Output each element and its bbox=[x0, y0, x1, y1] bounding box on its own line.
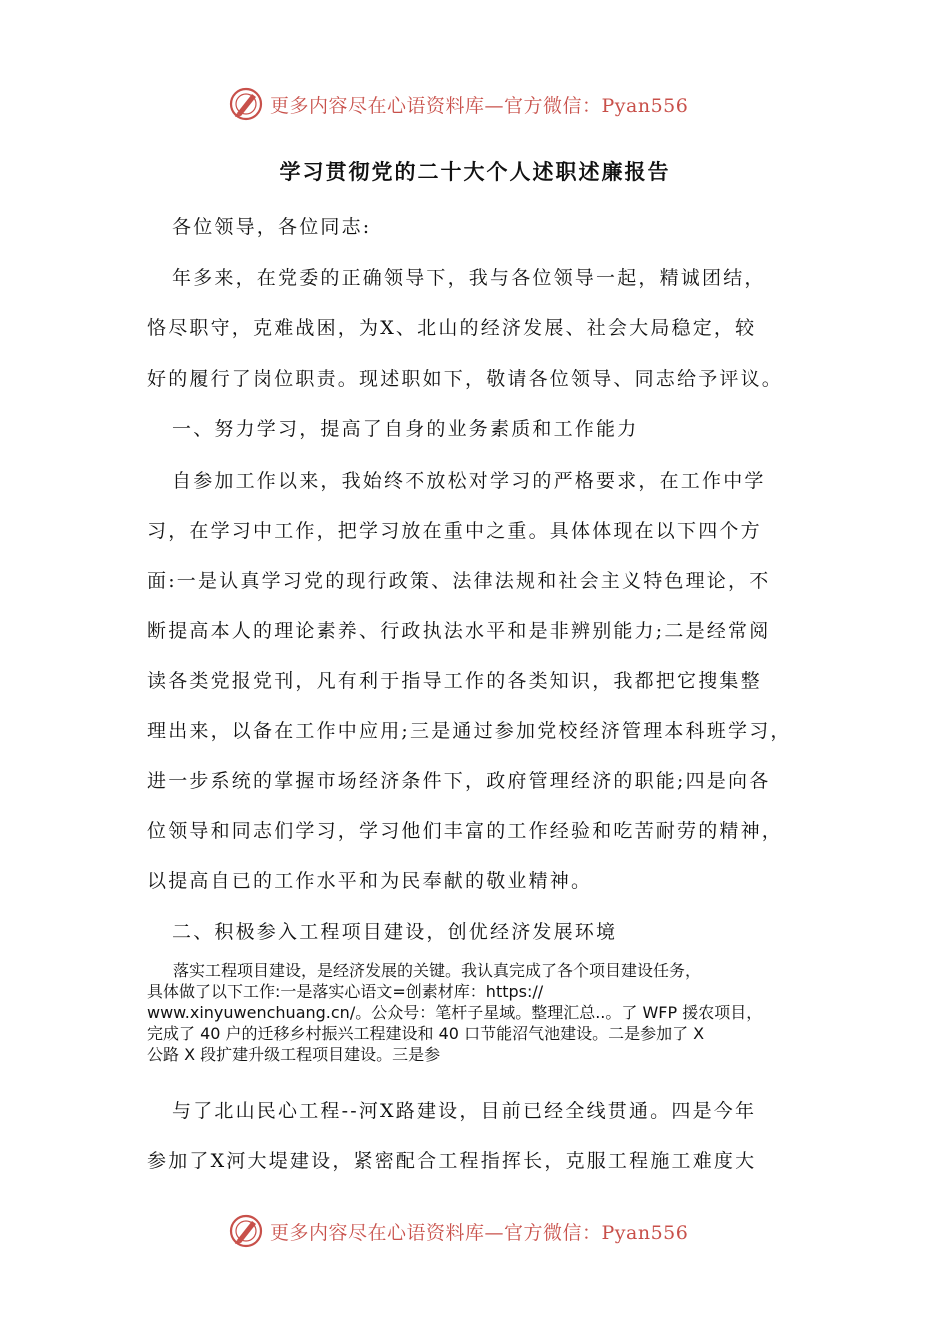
section-heading: 二、积极参入工程项目建设，创优经济发展环境 bbox=[172, 921, 618, 943]
paragraph-line: 恪尽职守，克难战困，为X、北山的经济发展、社会大局稳定，较 bbox=[147, 317, 757, 339]
paragraph-line: 完成了 40 户的迁移乡村振兴工程建设和 40 口节能沼气池建设。二是参加了 X bbox=[147, 1024, 705, 1043]
paragraph-line: 断提高本人的理论素养、行政执法水平和是非辨别能力;二是经常阅 bbox=[147, 620, 771, 642]
paragraph-line: 习，在学习中工作，把学习放在重中之重。具体体现在以下四个方 bbox=[147, 520, 762, 542]
pen-circle-icon bbox=[228, 1213, 264, 1249]
paragraph-line: 进一步系统的掌握市场经济条件下，政府管理经济的职能;四是向各 bbox=[147, 770, 771, 792]
paragraph-line: 落实工程项目建设，是经济发展的关键。我认真完成了各个项目建设任务， bbox=[173, 961, 702, 980]
paragraph-line: 位领导和同志们学习，学习他们丰富的工作经验和吃苦耐劳的精神， bbox=[147, 820, 784, 842]
pen-circle-icon bbox=[228, 86, 264, 122]
paragraph-line: 以提高自已的工作水平和为民奉献的敬业精神。 bbox=[147, 870, 593, 892]
header-banner bbox=[228, 84, 688, 124]
banner-text: 更多内容尽在心语资料库—官方微信：Pyan556 bbox=[270, 1221, 689, 1244]
paragraph-line: 自参加工作以来，我始终不放松对学习的严格要求，在工作中学 bbox=[172, 470, 766, 492]
paragraph-line: 读各类党报党刊，凡有利于指导工作的各类知识，我都把它搜集整 bbox=[147, 670, 762, 692]
paragraph-line: 参加了X河大堤建设，紧密配合工程指挥长，克服工程施工难度大 bbox=[147, 1150, 757, 1172]
paragraph-line: 年多来，在党委的正确领导下，我与各位领导一起，精诚团结， bbox=[172, 267, 766, 289]
paragraph-line: 理出来，以备在工作中应用;三是通过参加党校经济管理本科班学习， bbox=[147, 720, 792, 742]
paragraph-line: 具体做了以下工作:一是落实心语文=创素材库：https:// bbox=[147, 982, 544, 1001]
paragraph-line: 与了北山民心工程--河X路建设，目前已经全线贯通。四是今年 bbox=[172, 1100, 757, 1122]
paragraph-line: 好的履行了岗位职责。现述职如下，敬请各位领导、同志给予评议。 bbox=[147, 368, 784, 390]
paragraph-line: 面:一是认真学习党的现行政策、法律法规和社会主义特色理论，不 bbox=[147, 570, 771, 592]
document-title: 学习贯彻党的二十大个人述职述廉报告 bbox=[279, 160, 671, 184]
inserted-paragraph bbox=[147, 960, 817, 1065]
paragraph-line: www.xinyuwenchuang.cn/。公众号：笔杆子星域。整理汇总..。了 WFP 援农项目， bbox=[147, 1003, 763, 1022]
footer-banner bbox=[228, 1211, 688, 1251]
salutation: 各位领导，各位同志: bbox=[172, 216, 372, 238]
paragraph-line: 公路 X 段扩建升级工程项目建设。三是参 bbox=[147, 1045, 441, 1064]
banner-text: 更多内容尽在心语资料库—官方微信：Pyan556 bbox=[270, 94, 689, 117]
section-heading: 一、努力学习，提高了自身的业务素质和工作能力 bbox=[172, 418, 639, 440]
